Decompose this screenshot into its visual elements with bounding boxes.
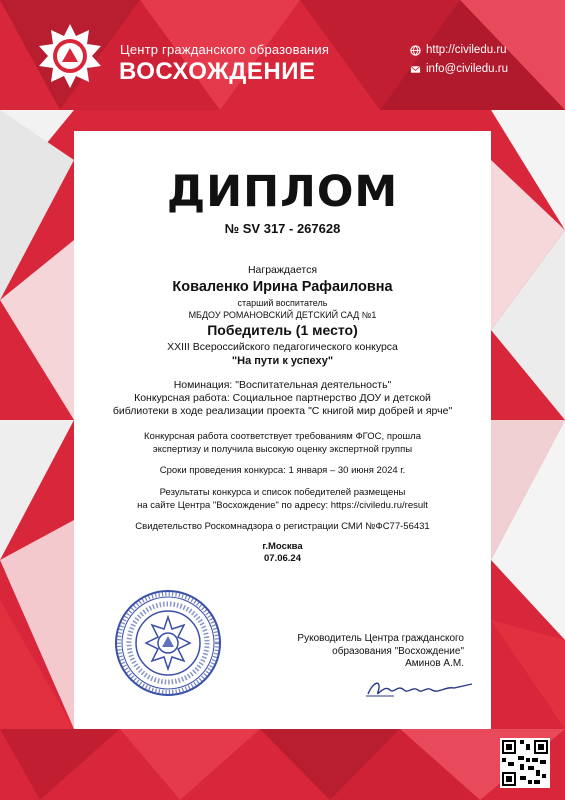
org-name-line2: ВОСХОЖДЕНИЕ bbox=[119, 58, 316, 85]
website-link[interactable]: http://civiledu.ru bbox=[426, 44, 507, 56]
diploma-number: № SV 317 - 267628 bbox=[224, 221, 341, 236]
diploma-title: ДИПЛОМ bbox=[166, 167, 399, 217]
recipient-organization: МБДОУ РОМАНОВСКИЙ ДЕТСКИЙ САД №1 bbox=[188, 310, 377, 320]
official-seal bbox=[114, 589, 222, 697]
contest-dates: Сроки проведения конкурса: 1 января – 30 июня 2024 г. bbox=[159, 465, 406, 476]
work-title-line2: библиотеки в ходе реализации проекта "С книгой мир добрей и ярче" bbox=[112, 405, 453, 417]
website-contact[interactable] bbox=[410, 44, 507, 56]
work-title-line1: Конкурсная работа: Социальное партнерство ДОУ и детской bbox=[134, 392, 431, 404]
recipient-position: старший воспитатель bbox=[237, 298, 328, 308]
org-name-line1: Центр гражданского образования bbox=[120, 42, 330, 57]
signer-name: Аминов А.М. bbox=[405, 658, 464, 669]
handwritten-signature bbox=[364, 676, 474, 700]
signer-title-line1: Руководитель Центра гражданского bbox=[297, 633, 464, 644]
header bbox=[0, 0, 565, 110]
globe-icon bbox=[410, 45, 421, 56]
conformity-line2: экспертизу и получила высокую оценку экспертной группы bbox=[152, 444, 413, 455]
results-line2: на сайте Центра "Восхождение" по адресу: https://civiledu.ru/result bbox=[137, 500, 428, 511]
awarded-label: Награждается bbox=[247, 264, 318, 276]
results-line1: Результаты конкурса и список победителей размещены bbox=[159, 487, 406, 498]
issue-city: г.Москва bbox=[262, 541, 303, 552]
contest-label: XXIII Всероссийского педагогического конкурса bbox=[167, 341, 398, 353]
signer-title-line2: образования "Восхождение" bbox=[332, 645, 464, 657]
signature-block bbox=[264, 633, 464, 671]
recipient-name: Коваленко Ирина Рафаиловна bbox=[172, 279, 393, 295]
conformity-line1: Конкурсная работа соответствует требованиям ФГОС, прошла bbox=[144, 431, 421, 442]
email-link[interactable]: info@civiledu.ru bbox=[426, 63, 508, 75]
award-place: Победитель (1 место) bbox=[207, 322, 358, 338]
voskhozhdenie-logo bbox=[36, 22, 104, 90]
issue-date: 07.06.24 bbox=[264, 553, 301, 564]
diploma-sheet bbox=[74, 131, 491, 729]
qr-code bbox=[500, 738, 550, 788]
nomination: Номинация: "Воспитательная деятельность" bbox=[173, 379, 392, 391]
contest-name: "На пути к успеху" bbox=[231, 355, 334, 367]
registration-certificate: Свидетельство Роскомнадзора о регистрации СМИ №ФС77-56431 bbox=[135, 521, 430, 532]
email-contact[interactable] bbox=[410, 63, 508, 75]
envelope-icon bbox=[410, 64, 421, 75]
